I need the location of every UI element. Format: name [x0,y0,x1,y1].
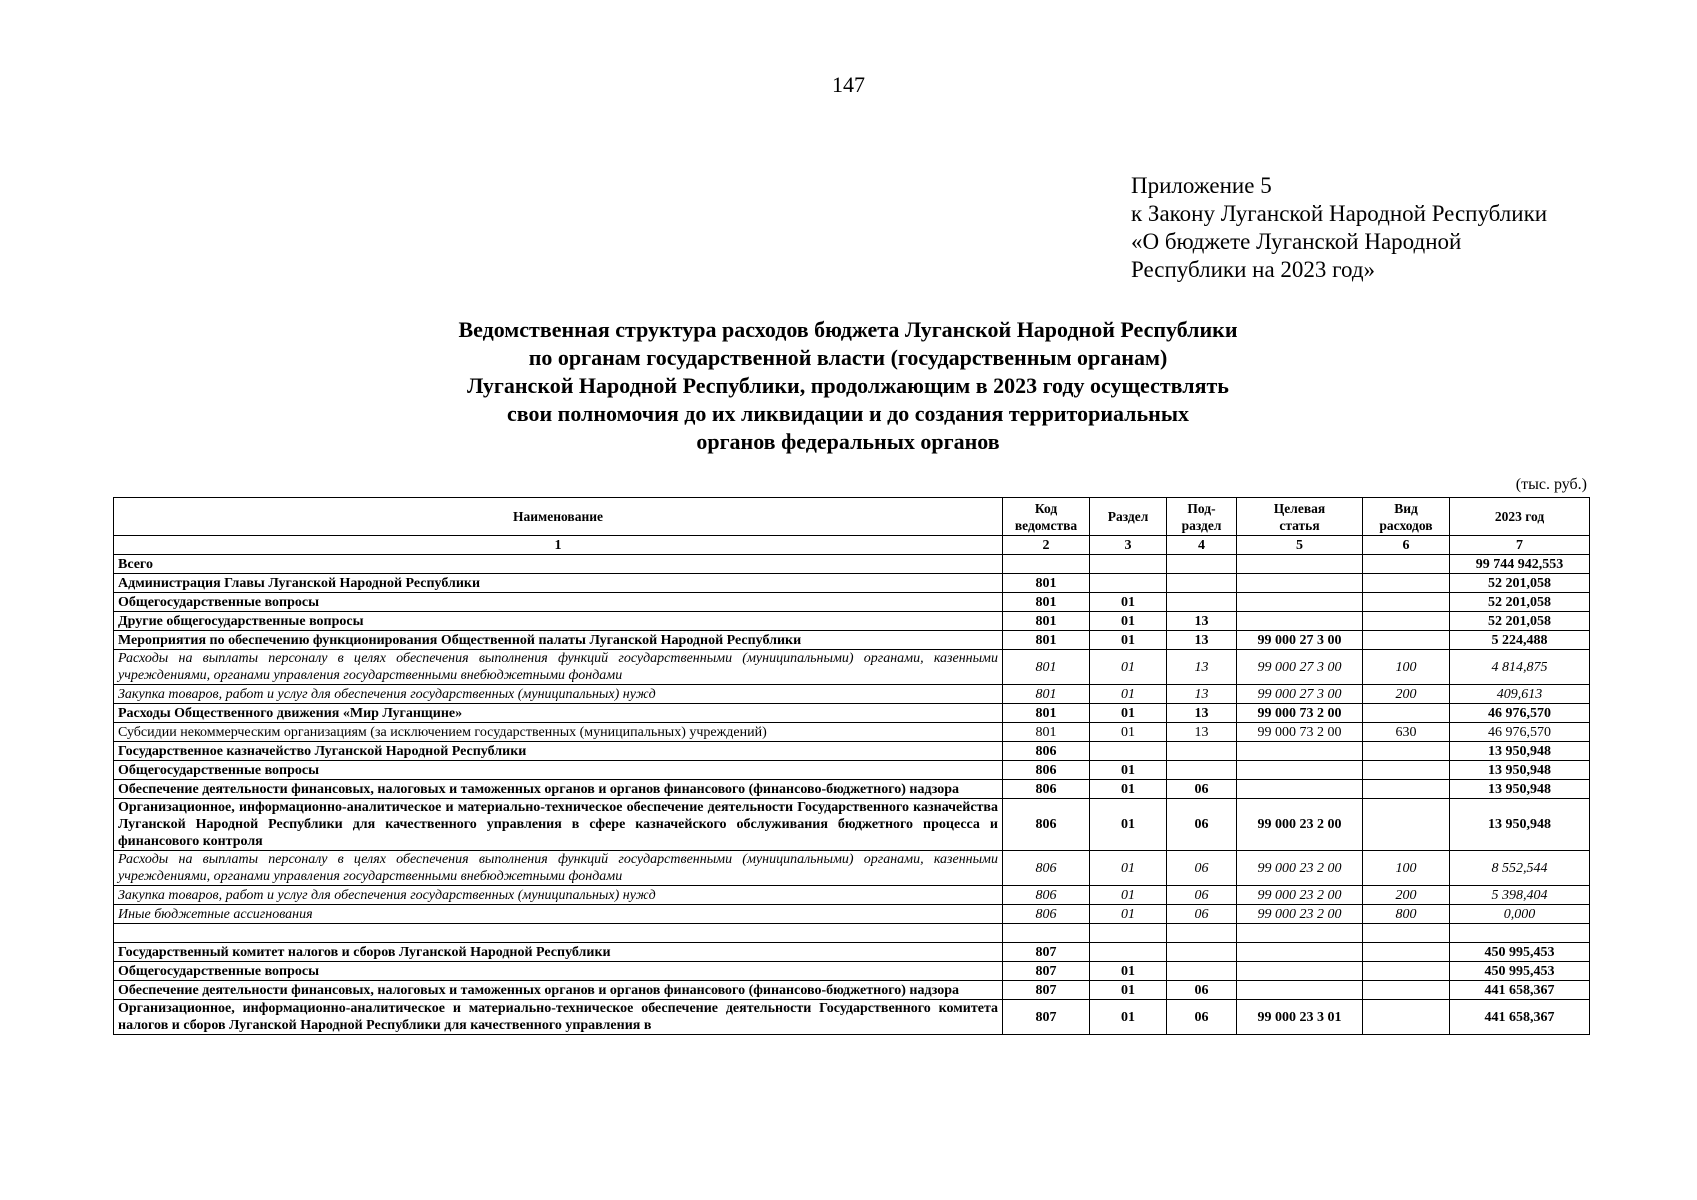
cell-val: 4 814,875 [1450,650,1590,685]
cell-val: 0,000 [1450,905,1590,924]
cell-sub: 06 [1167,1000,1237,1035]
cell-code: 807 [1003,943,1090,962]
cell-sub [1167,742,1237,761]
cell-val: 409,613 [1450,685,1590,704]
cell-code: 801 [1003,704,1090,723]
cell-name: Обеспечение деятельности финансовых, налоговых и таможенных органов и органов финансового (финансово-бюджетного) надзора [114,780,1003,799]
cell-target [1237,593,1363,612]
cell-sec: 01 [1090,981,1167,1000]
cell-sec [1090,742,1167,761]
appendix-header [1131,172,1547,284]
cell-sec: 01 [1090,631,1167,650]
cell-val: 13 950,948 [1450,761,1590,780]
budget-table-body [114,555,1590,1035]
cell-val: 13 950,948 [1450,799,1590,851]
cell-name: Организационное, информационно-аналитическое и материально-техническое обеспечение деятельности Государственного казначейства Луганской Народной Республики для качественного управления в сфере казначейского обслуживания бюджетного процесса и финансового контроля [114,799,1003,851]
table-row [114,593,1590,612]
cell-val: 5 224,488 [1450,631,1590,650]
column-number: 3 [1090,536,1167,555]
cell-kind [1363,761,1450,780]
cell-target: 99 000 27 3 00 [1237,631,1363,650]
cell-name: Закупка товаров, работ и услуг для обеспечения государственных (муниципальных) нужд [114,685,1003,704]
cell-val: 8 552,544 [1450,851,1590,886]
cell-name: Общегосударственные вопросы [114,761,1003,780]
table-row [114,905,1590,924]
cell-kind [1363,1000,1450,1035]
units-label: (тыс. руб.) [1515,476,1587,493]
cell-kind: 100 [1363,851,1450,886]
header-year: 2023 год [1450,498,1590,536]
cell-target [1237,742,1363,761]
cell-kind [1363,943,1450,962]
cell-code: 806 [1003,742,1090,761]
header-type: Вид расходов [1363,498,1450,536]
cell-sec: 01 [1090,650,1167,685]
cell-val: 450 995,453 [1450,943,1590,962]
cell-val: 52 201,058 [1450,574,1590,593]
cell-sub [1167,924,1237,943]
cell-name: Общегосударственные вопросы [114,593,1003,612]
cell-name: Другие общегосударственные вопросы [114,612,1003,631]
cell-val: 52 201,058 [1450,593,1590,612]
cell-target [1237,924,1363,943]
cell-name: Обеспечение деятельности финансовых, налоговых и таможенных органов и органов финансового (финансово-бюджетного) надзора [114,981,1003,1000]
table-row [114,631,1590,650]
cell-sec: 01 [1090,851,1167,886]
cell-target: 99 000 73 2 00 [1237,723,1363,742]
cell-kind [1363,962,1450,981]
cell-name: Закупка товаров, работ и услуг для обеспечения государственных (муниципальных) нужд [114,886,1003,905]
table-row [114,574,1590,593]
cell-kind [1363,981,1450,1000]
cell-kind [1363,574,1450,593]
cell-target: 99 000 73 2 00 [1237,704,1363,723]
cell-val: 46 976,570 [1450,723,1590,742]
table-row [114,851,1590,886]
cell-kind [1363,780,1450,799]
budget-table [113,497,1590,1035]
cell-sec [1090,943,1167,962]
table-row [114,981,1590,1000]
cell-name: Расходы на выплаты персоналу в целях обеспечения выполнения функций государственными (муниципальными) органами, казенными учреждениями, органами управления государственными внебюджетными фондами [114,851,1003,886]
cell-sub: 13 [1167,650,1237,685]
header-name: Наименование [114,498,1003,536]
cell-target: 99 000 23 2 00 [1237,851,1363,886]
cell-target [1237,780,1363,799]
title-line: Луганской Народной Республики, продолжающим в 2023 году осуществлять [467,373,1229,398]
title-line: Ведомственная структура расходов бюджета Луганской Народной Республики [458,317,1238,342]
page-number: 147 [832,72,865,97]
cell-kind: 800 [1363,905,1450,924]
cell-sub: 13 [1167,685,1237,704]
cell-sec: 01 [1090,1000,1167,1035]
cell-name: Расходы Общественного движения «Мир Луганщине» [114,704,1003,723]
column-number: 7 [1450,536,1590,555]
title-line: по органам государственной власти (государственным органам) [528,345,1168,370]
cell-code: 806 [1003,780,1090,799]
table-row [114,704,1590,723]
cell-sec [1090,574,1167,593]
cell-code: 801 [1003,593,1090,612]
cell-target: 99 000 27 3 00 [1237,650,1363,685]
cell-name: Расходы на выплаты персоналу в целях обеспечения выполнения функций государственными (муниципальными) органами, казенными учреждениями, органами управления государственными внебюджетными фондами [114,650,1003,685]
cell-name: Иные бюджетные ассигнования [114,905,1003,924]
cell-target: 99 000 23 2 00 [1237,799,1363,851]
table-row [114,555,1590,574]
cell-sub: 06 [1167,981,1237,1000]
table-row [114,886,1590,905]
cell-code: 801 [1003,650,1090,685]
cell-name: Администрация Главы Луганской Народной Республики [114,574,1003,593]
cell-name: Субсидии некоммерческим организациям (за исключением государственных (муниципальных) учреждений) [114,723,1003,742]
header-subsection: Под- раздел [1167,498,1237,536]
cell-kind: 630 [1363,723,1450,742]
cell-name: Общегосударственные вопросы [114,962,1003,981]
table-row [114,761,1590,780]
cell-sub [1167,574,1237,593]
cell-val [1450,924,1590,943]
cell-sec: 01 [1090,723,1167,742]
cell-target: 99 000 23 3 01 [1237,1000,1363,1035]
cell-code: 801 [1003,612,1090,631]
appendix-line: Приложение 5 [1131,173,1272,198]
cell-sec: 01 [1090,780,1167,799]
cell-kind: 200 [1363,685,1450,704]
cell-val: 5 398,404 [1450,886,1590,905]
cell-sub [1167,555,1237,574]
cell-code: 806 [1003,851,1090,886]
table-row [114,780,1590,799]
cell-code: 801 [1003,631,1090,650]
cell-code: 807 [1003,1000,1090,1035]
cell-target: 99 000 23 2 00 [1237,905,1363,924]
cell-target [1237,962,1363,981]
column-number: 1 [114,536,1003,555]
cell-val: 52 201,058 [1450,612,1590,631]
cell-target [1237,612,1363,631]
cell-kind [1363,555,1450,574]
cell-kind [1363,924,1450,943]
cell-sub: 13 [1167,612,1237,631]
table-row [114,924,1590,943]
cell-kind: 200 [1363,886,1450,905]
cell-code [1003,555,1090,574]
column-number: 4 [1167,536,1237,555]
cell-sub: 06 [1167,905,1237,924]
table-row [114,685,1590,704]
header-target: Целевая статья [1237,498,1363,536]
cell-sec [1090,924,1167,943]
table-row [114,742,1590,761]
column-number: 2 [1003,536,1090,555]
cell-code: 807 [1003,981,1090,1000]
cell-sec: 01 [1090,593,1167,612]
cell-code: 801 [1003,723,1090,742]
cell-sub: 06 [1167,886,1237,905]
cell-sub: 06 [1167,851,1237,886]
cell-target [1237,555,1363,574]
cell-code: 806 [1003,905,1090,924]
cell-target [1237,574,1363,593]
cell-sub [1167,593,1237,612]
cell-target [1237,761,1363,780]
cell-val: 450 995,453 [1450,962,1590,981]
cell-sub: 13 [1167,704,1237,723]
cell-code: 806 [1003,761,1090,780]
cell-name: Государственное казначейство Луганской Народной Республики [114,742,1003,761]
cell-name: Организационное, информационно-аналитическое и материально-техническое обеспечение деятельности Государственного комитета налогов и сборов Луганской Народной Республики для качественного управления в [114,1000,1003,1035]
cell-target [1237,943,1363,962]
cell-val: 441 658,367 [1450,1000,1590,1035]
cell-name: Государственный комитет налогов и сборов Луганской Народной Республики [114,943,1003,962]
appendix-line: «О бюджете Луганской Народной [1131,229,1462,254]
cell-sec [1090,555,1167,574]
cell-sub [1167,943,1237,962]
cell-sub: 06 [1167,799,1237,851]
cell-sub: 13 [1167,723,1237,742]
cell-code [1003,924,1090,943]
appendix-line: Республики на 2023 год» [1131,257,1376,282]
cell-kind [1363,612,1450,631]
cell-code: 806 [1003,886,1090,905]
cell-sec: 01 [1090,799,1167,851]
cell-sub: 13 [1167,631,1237,650]
cell-code: 801 [1003,574,1090,593]
table-row [114,723,1590,742]
appendix-line: к Закону Луганской Народной Республики [1131,201,1548,226]
cell-kind: 100 [1363,650,1450,685]
cell-sec: 01 [1090,761,1167,780]
cell-sub [1167,962,1237,981]
cell-val: 13 950,948 [1450,780,1590,799]
title-line: свои полномочия до их ликвидации и до создания территориальных [506,401,1190,426]
cell-sub [1167,761,1237,780]
table-row [114,962,1590,981]
cell-kind [1363,631,1450,650]
cell-name [114,924,1003,943]
cell-val: 13 950,948 [1450,742,1590,761]
column-number: 5 [1237,536,1363,555]
cell-name: Всего [114,555,1003,574]
cell-sec: 01 [1090,962,1167,981]
title-line: органов федеральных органов [696,429,1000,454]
column-number: 6 [1363,536,1450,555]
cell-sec: 01 [1090,905,1167,924]
cell-kind [1363,799,1450,851]
table-row [114,943,1590,962]
document-title [348,316,1348,456]
cell-target [1237,981,1363,1000]
cell-kind [1363,704,1450,723]
cell-kind [1363,742,1450,761]
cell-val: 441 658,367 [1450,981,1590,1000]
cell-val: 99 744 942,553 [1450,555,1590,574]
cell-name: Мероприятия по обеспечению функционирования Общественной палаты Луганской Народной Республики [114,631,1003,650]
table-row [114,1000,1590,1035]
cell-code: 807 [1003,962,1090,981]
cell-sec: 01 [1090,685,1167,704]
table-row [114,799,1590,851]
table-row [114,650,1590,685]
cell-code: 806 [1003,799,1090,851]
cell-sec: 01 [1090,704,1167,723]
cell-kind [1363,593,1450,612]
table-row [114,612,1590,631]
cell-sub: 06 [1167,780,1237,799]
header-section: Раздел [1090,498,1167,536]
cell-val: 46 976,570 [1450,704,1590,723]
cell-target: 99 000 27 3 00 [1237,685,1363,704]
cell-target: 99 000 23 2 00 [1237,886,1363,905]
header-code: Код ведомства [1003,498,1090,536]
cell-sec: 01 [1090,886,1167,905]
cell-code: 801 [1003,685,1090,704]
cell-sec: 01 [1090,612,1167,631]
